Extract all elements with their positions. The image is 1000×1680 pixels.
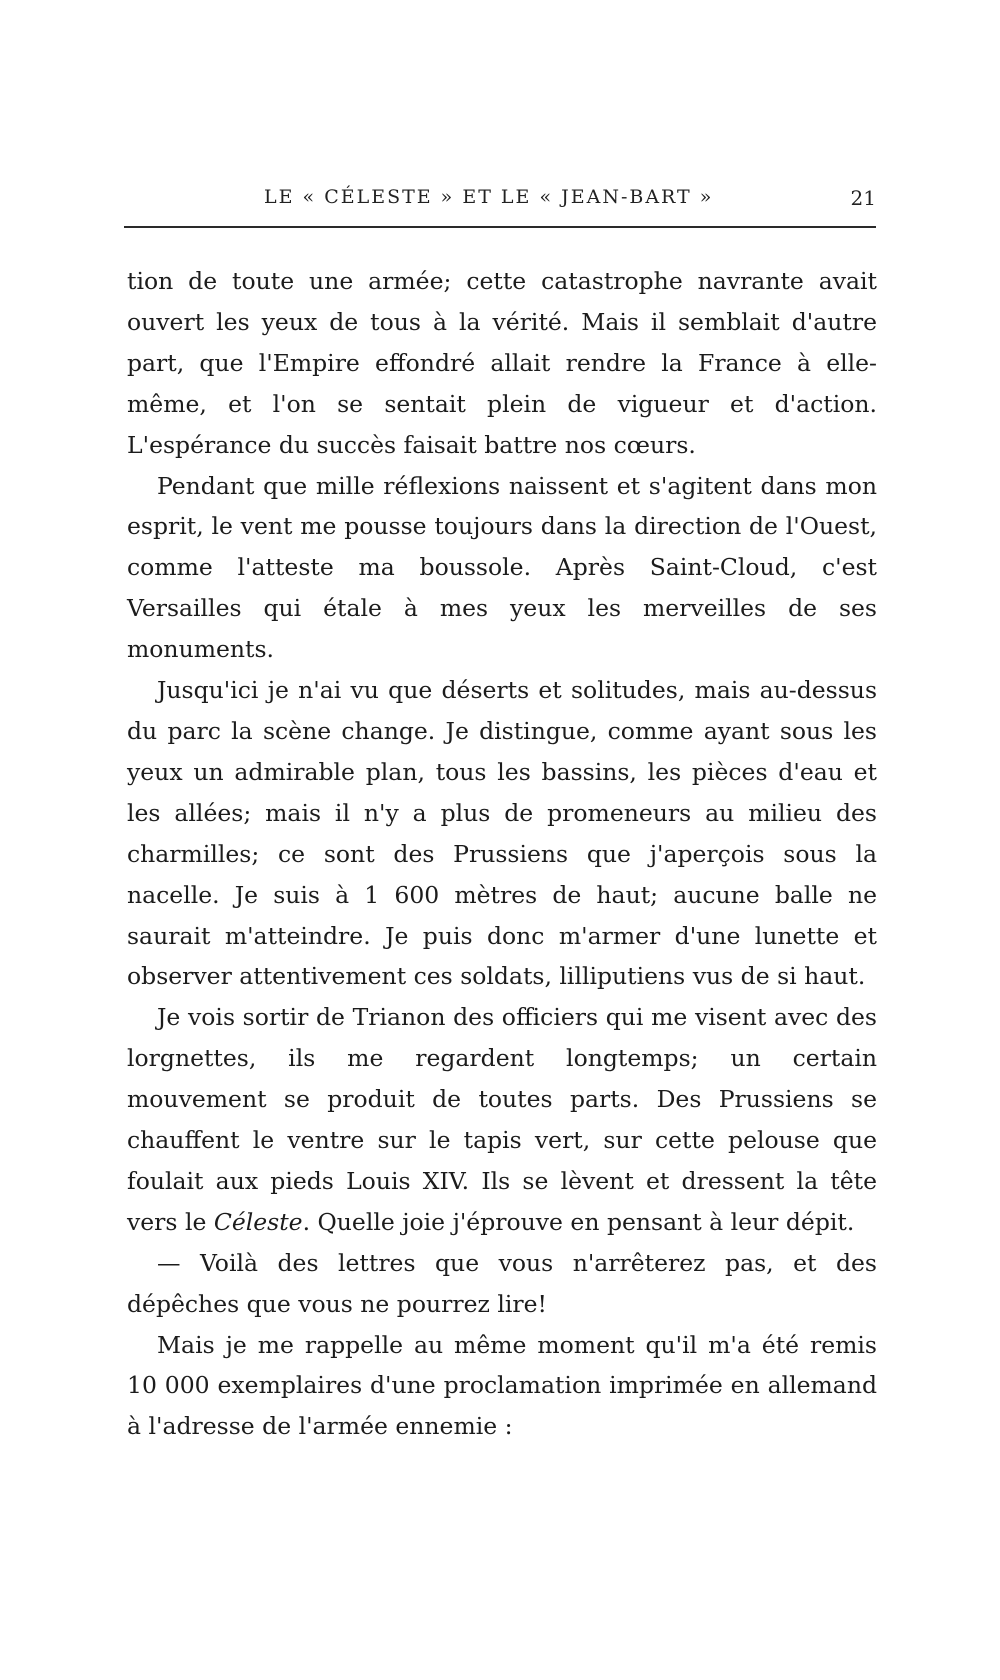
paragraph — [127, 997, 877, 1242]
header-rule — [124, 226, 876, 228]
paragraph: Pendant que mille réflexions naissent et s'agitent dans mon esprit, le vent me pousse toujours dans la direction de l'Ouest, comme l'atteste ma boussole. Après Saint-Cloud, c'est Versailles qui étale à mes yeux les merveilles de ses monuments. — [127, 471, 877, 664]
running-head: LE « CÉLESTE » ET LE « JEAN-BART » — [264, 186, 714, 208]
paragraph-text: . Quelle joie j'éprouve en pensant à leur dépit. — [302, 1207, 855, 1236]
paragraph: — Voilà des lettres que vous n'arrêterez pas, et des dépêches que vous ne pourrez lire! — [127, 1248, 877, 1318]
paragraph-text: Je vois sortir de Trianon des officiers qui me visent avec des lorgnettes, ils me regardent longtemps; un certain mouvement se produit de toutes parts. Des Prussiens se chauffent le ventre sur le tapis vert, sur cette pelouse que foulait aux pieds Louis XIV. Ils se lèvent et dressent la tête vers le — [127, 1003, 877, 1236]
paragraph: tion de toute une armée; cette catastrophe navrante avait ouvert les yeux de tous à la vérité. Mais il semblait d'autre part, que l'Empire effondré allait rendre la France à elle-même, et l'on se sentait plein de vigueur et d'action. L'espérance du succès faisait battre nos cœurs. — [127, 267, 877, 459]
body-text — [127, 261, 877, 1447]
paragraph: Jusqu'ici je n'ai vu que déserts et solitudes, mais au-dessus du parc la scène change. Je distingue, comme ayant sous les yeux un admirable plan, tous les bassins, les pièces d'eau et les allées; mais il n'y a plus de promeneurs au milieu des charmilles; ce sont des Prussiens que j'aperçois sous la nacelle. Je suis à 1 600 mètres de haut; aucune balle ne saurait m'atteindre. Je puis donc m'armer d'une lunette et observer attentivement ces soldats, lilliputiens vus de si haut. — [127, 676, 877, 991]
paragraph: Mais je me rappelle au même moment qu'il m'a été remis 10 000 exemplaires d'une proclamation imprimée en allemand à l'adresse de l'armée ennemie : — [127, 1330, 877, 1441]
page-number: 21 — [850, 186, 876, 210]
page-header — [124, 186, 876, 216]
ship-name-italic: Céleste — [213, 1207, 303, 1236]
